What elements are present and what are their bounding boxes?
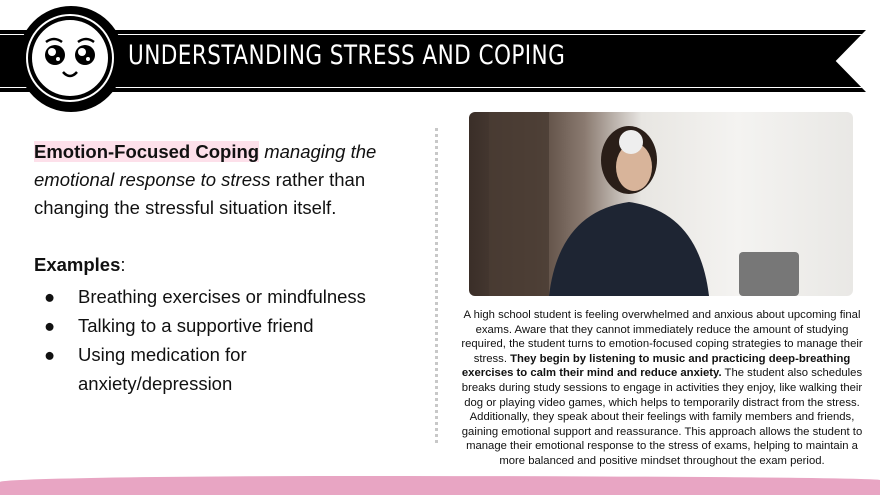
scenario-paragraph: A high school student is feeling overwhelmed and anxious about upcoming final exams. Aware that they cannot immediately reduce the amount of studying required, the student turns to emotion-focused coping strategies to manage their stress. They begin by listening to music and practicing deep-breathing exercises to calm their mind and reduce anxiety. The student also schedules breaks during study sessions to engage in activities they enjoy, like walking their dog or playing video games, which helps to temporarily distract from the stress. Additionally, they speak about their feelings with family members and friends, gaining emotional support and reassurance. This approach allows the student to manage their emotional response to the stress of exams, helping to maintain a more balanced and positive mindset throughout the exam period.: [461, 309, 863, 467]
list-item: ● Using medication for anxiety/depression: [44, 344, 247, 394]
examples-heading: Examples:: [34, 254, 126, 275]
definition: [34, 138, 424, 222]
definition-italic: managing the emotional response to stress: [34, 141, 377, 190]
student-with-headphones-photo: [469, 112, 853, 296]
banner-line: [0, 87, 866, 88]
page-title: UNDERSTANDING STRESS AND COPING: [128, 40, 566, 71]
divider: [435, 128, 438, 443]
smiling-face-icon: [18, 6, 124, 112]
examples-list: [34, 282, 378, 398]
footer-band: [0, 476, 880, 495]
list-item: ● Talking to a supportive friend: [44, 315, 314, 336]
banner-line: [0, 34, 866, 35]
definition-rest: rather than changing the stressful situation itself.: [34, 169, 366, 218]
definition-term: Emotion-Focused Coping: [34, 141, 260, 162]
list-item: ● Breathing exercises or mindfulness: [44, 286, 366, 307]
